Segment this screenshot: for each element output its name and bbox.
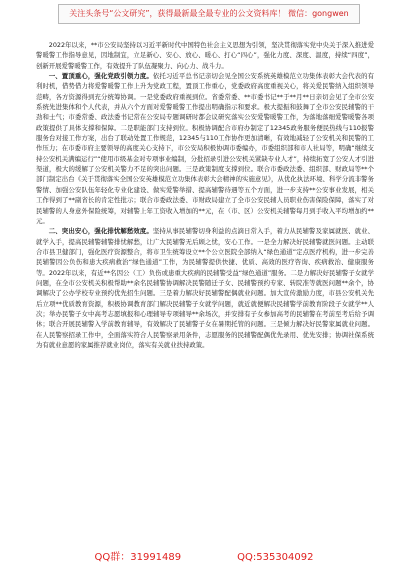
section-two-heading: 二、突出安心，强化排忧解愁效度。 [48, 227, 153, 236]
promo-banner [58, 4, 360, 24]
section-one-paragraph [36, 71, 374, 226]
section-one-heading: 一、置顶重心，强化党政引领力度。 [48, 72, 153, 81]
promo-banner-text: 关注头条号“公文研究”，获得最新最全最专业的公文资料库！ 微信：gongwen [69, 9, 349, 18]
document-body [36, 40, 374, 350]
section-two-paragraph [36, 226, 374, 350]
section-two-text: 坚持从事民辅警切身利益的点滴日常入手，着力从民辅警及家属就医、就业、就学入手，提高民辅警辅警排忧解愁，让广大民辅警无后顾之忧，安心工作。一是全力解决好民辅警就医问题。主动联合市县卫健部门，强化医疗资源整合，将市卫生统筹设立**个公立医院全部纳入“绿色通道”定点医疗机构，进一步完善民辅警因公负伤和患大疾病救治“绿色通道”工作，为民辅警提供快捷、优质、高效的医疗咨询、疾病救治、健康服务等。2022年以来，有近**名因公（工）负伤或患重大疾病的民辅警受益“绿色通道”服务。二是力解决好民辅警子女就学问题，在全市公安机关积极帮助**余名民辅警协调解决民警随迁子女、民辅警预约专家、转院准等就医问题**余个，协调解决了公办学校专业预约优先招生问题。三是着力解决好民辅警配偶就业问题。加大宣传激励力度，市县公安机关先后立项**优质教育资源，积极协调教育部门解决民辅警子女就学问题，就近就便解决民辅警学前教育阶段子女就学**人次；举办民警子女中高考志愿填报和心理辅导专项辅导**余场次，并安排有子女参加高考的民辅警在考前至考后给予调休；联合开展民辅警入学前教育辅导，有效解决了民辅警子女在暑期托管的问题。三是倾力解决好民警家属就业问题。在人民警察招录工作中，全面落实符合人民警察录用条件，志愿服务的民辅警配偶优先录用、优先安排；协调社保系统为有就业意愿的家属推荐就业岗位，落实有关就业扶持政策。 [36, 227, 375, 349]
intro-text: 2022年以来，**市公安局坚持以习近平新时代中国特色社会主义思想为引领，坚决贯彻落实党中央关于深入推进爱警暖警工作指导意见，因地制宜，立足新心、安心、放心、暖心、打心“四心”，强化力度、深度、温度，持续“四度”，创新开展爱警暖警工作，有效提升了队伍凝聚力、向心力、战斗力。 [36, 41, 374, 70]
contact-footer [0, 548, 408, 563]
intro-paragraph [36, 40, 374, 71]
section-one-text: 依托习近平总书记亲切会见全国公安系统英雄模范立功集体表彰大会代表的有利时机，借势借力将爱警暖警工作上升为党政工程，置顶工作重心，党委政府高度重视关心，将关爱民警纳入组织领导范畴，各方资源得到充分统筹协调。一是党委政府重视到位。省委常委、**市委书记**于**月**日亲切会见了全市公安系统先进集体和个人代表，并从六个方面对爱警暖警工作提出明确指示和要求。极大提振和鼓舞了全市公安民辅警的干劲和士气；市委常委、政法委书记常在公安局专题调研时都会议研究落实公安爱警暖警工作，为落地落细爱警暖警各项政策提供了具体支撑和保障。二是职能部门支持到位。积极协调配合市府办制定了12345政务服务便民热线与110报警服务台对接工作方案，出台了联动处置工作规范，12345与110工作协作更加清晰，有效地减轻了公安机关和民警的工作压力；在市委市府主要领导的高度关心支持下，市公安局积极协调市委编办，市委组织部和市人社局等，明确“继续支持公安机关满编运行”“使用市级基金对专项事业编制，分批招录引进公安机关紧缺专业人才”，持续拓宽了公安人才引进渠道，极大的缓解了公安机关警力不足的突出问题。三是政策制度支撑到位。联合市委政法委、组织部、财政局等**个部门制定出台《关于贯彻落实全国公安英雄模范立功集体表彰大会精神的实施意见》，从优化执法环境、科学分流非警务警情、加强公安队伍年轻化专业化建设、做实爱警举措、提高辅警待遇等五个方面，进一步支持**公安事业发展，相关工作得到了**副省长的肯定性批示；联合市委政法委、市财政局建立了全市公安民辅人员职业伤害保险保障，落实了对民辅警的人身意外保险统筹，对辅警上年工资收入增加的**元，在（市、区）公安机关辅警每月到手收入平均增加约**元。 [36, 72, 375, 225]
qq-number-text: QQ:535304092 [237, 552, 314, 563]
qq-group-text: QQ群：31991489 [94, 552, 182, 563]
